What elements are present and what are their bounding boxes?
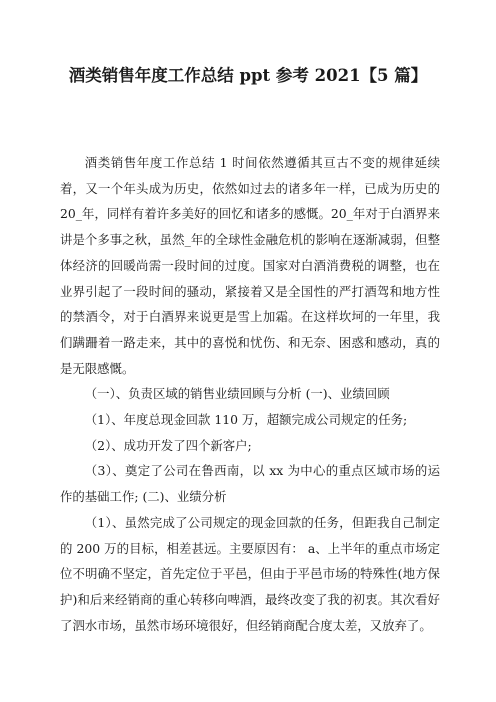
paragraph-analysis-1: （1）、虽然完成了公司规定的现金回款的任务，但距我自己制定的 200 万的目标，相差甚远。主要原因有： a、上半年的重点市场定位不明确不坚定，首先定位于平邑，但由于平邑市场的特殊性(地方保护)和后来经销商的重心转移向啤酒，最终改变了我的初衷。其次看好了泗水市场，虽然市场环境很好，但经销商配合度太差，又放弃了。 [60, 514, 440, 633]
document-body [60, 150, 440, 638]
paragraph-item-2: （2）、成功开发了四个新客户; [84, 437, 252, 453]
document-title: 酒类销售年度工作总结 ppt 参考 2021【5 篇】 [68, 66, 428, 85]
paragraph-section-heading: （一）、负责区域的销售业绩回顾与分析 (一)、业绩回顾 [84, 386, 390, 402]
paragraph-item-3: （3）、奠定了公司在鲁西南，以 xx 为中心的重点区域市场的运作的基础工作; (二)、业绩分析 [60, 463, 440, 505]
paragraph-intro: 酒类销售年度工作总结 1 时间依然遵循其亘古不变的规律延续着，又一个年头成为历史，依然如过去的诸多年一样，已成为历史的 20_年，同样有着许多美好的回忆和诸多的感慨。20_年对于白酒界来讲是个多事之秋，虽然_年的全球性金融危机的影响在逐渐减弱，但整体经济的回暖尚需一段时间的过度。国家对白酒消费税的调整，也在业界引起了一段时间的骚动，紧接着又是全国性的严打酒驾和地方性的禁酒令，对于白酒界来说更是雪上加霜。在这样坎坷的一年里，我们蹒跚着一路走来，其中的喜悦和忧伤、和无奈、困惑和感动，真的是无限感慨。 [60, 155, 440, 376]
paragraph-item-1: （1）、年度总现金回款 110 万，超额完成公司规定的任务; [84, 412, 408, 428]
